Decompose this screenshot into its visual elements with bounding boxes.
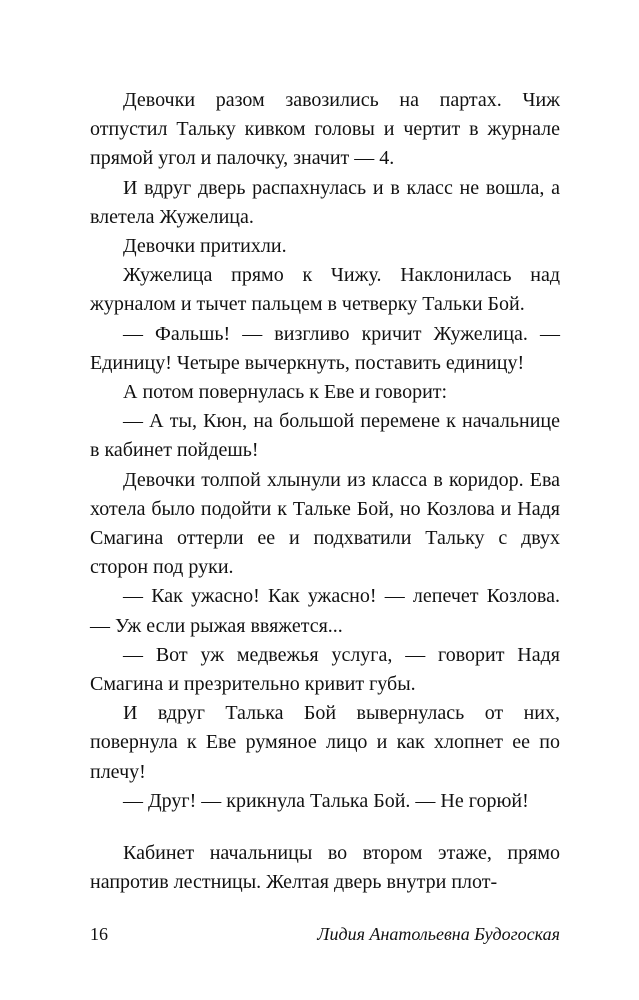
paragraph: Девочки разом завозились на партах. Чиж отпустил Тальку кивком головы и чертит в журнале прямой угол и палочку, значит — 4. [90,89,560,170]
paragraph: — А ты, Кюн, на большой перемене к начальнице в кабинет пойдешь! [90,410,560,462]
running-author: Лидия Анатольевна Будогоская [317,924,560,944]
paragraph: Жужелица прямо к Чижу. Наклонилась над журналом и тычет пальцем в четверку Тальки Бой. [90,264,560,316]
paragraph: — Вот уж медвежья услуга, — говорит Надя Смагина и презрительно кривит губы. [90,643,560,696]
paragraph: — Друг! — крикнула Талька Бой. — Не горюй! [123,789,529,812]
paragraph: И вдруг Талька Бой вывернулась от них, повернула к Еве румяное лицо и как хлопнет ее по плечу! [90,702,560,783]
page-footer [90,924,560,950]
paragraph: Девочки притихли. [123,235,287,258]
page-number: 16 [90,924,108,944]
paragraph: И вдруг дверь распахнулась и в класс не вошла, а влетела Жужелица. [90,176,560,228]
section-text [90,839,560,897]
main-text [90,86,560,816]
paragraph: — Как ужасно! Как ужасно! — лепечет Козлова. — Уж если рыжая ввяжется... [90,585,560,637]
paragraph: А потом повернулась к Еве и говорит: [123,381,448,404]
paragraph: Девочки толпой хлынули из класса в коридор. Ева хотела было подойти к Тальке Бой, но Козлова и Надя Смагина оттерли ее и подхватили Тальку с двух сторон под руки. [90,468,560,579]
paragraph: — Фальшь! — визгливо кричит Жужелица. — Единицу! Четыре вычеркнуть, поставить единицу! [90,322,560,374]
paragraph: Кабинет начальницы во втором этаже, прямо напротив лестницы. Желтая дверь внутри плот- [90,842,560,894]
